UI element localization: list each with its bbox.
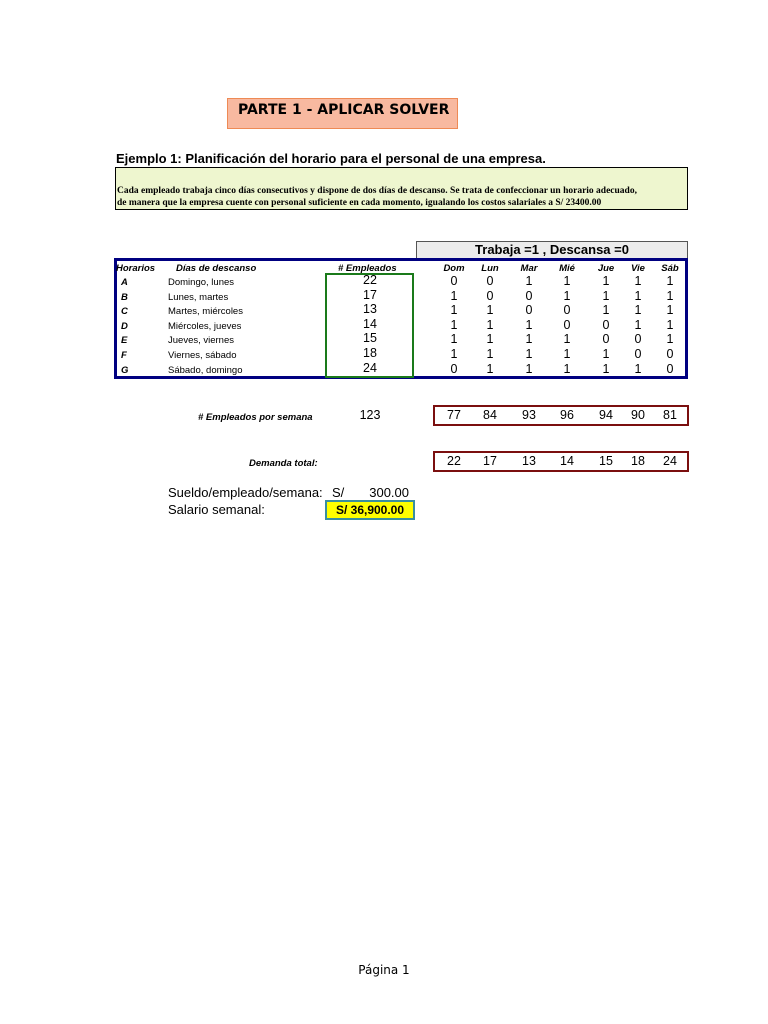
row-rest-days: Viernes, sábado: [168, 350, 237, 361]
row-day-value: 1: [525, 317, 533, 332]
wage-value: 300.00: [369, 485, 409, 500]
row-code: B: [121, 291, 128, 303]
row-code: F: [121, 350, 127, 361]
row-employees[interactable]: 18: [363, 346, 377, 360]
row-code: C: [121, 306, 128, 318]
row-code: E: [121, 335, 128, 347]
row-day-value: 0: [634, 332, 642, 347]
row-day-value: 1: [450, 303, 458, 318]
header-day-5: Vie: [631, 263, 645, 274]
row-day-value: 0: [450, 361, 458, 376]
row-day-value: 1: [450, 288, 458, 303]
row-day-value: 0: [563, 317, 571, 332]
row-code: G: [121, 364, 129, 376]
row-day-value: 0: [666, 361, 674, 376]
row-day-value: 1: [666, 288, 674, 303]
row-day-value: 0: [486, 288, 494, 303]
header-day-2: Mar: [520, 263, 538, 274]
row-day-value: 1: [486, 347, 494, 361]
row-day-value: 1: [602, 347, 610, 361]
weekly-day-total: 94: [599, 408, 613, 422]
page-number: Página 1: [358, 963, 410, 977]
row-day-value: 1: [666, 274, 674, 288]
row-day-value: 1: [525, 361, 533, 376]
row-employees[interactable]: 17: [363, 287, 377, 302]
demand-day-value: 24: [663, 454, 677, 468]
weekly-day-total: 96: [560, 408, 574, 422]
row-employees[interactable]: 15: [363, 331, 377, 346]
page-title: PARTE 1 - APLICAR SOLVER: [227, 98, 458, 129]
row-day-value: 0: [486, 274, 494, 288]
row-employees[interactable]: 24: [363, 360, 377, 375]
row-day-value: 0: [602, 332, 610, 347]
header-day-6: Sáb: [661, 263, 679, 274]
weekly-salary-label: Salario semanal:: [168, 502, 265, 517]
row-day-value: 1: [486, 317, 494, 332]
weekly-total: 123: [359, 408, 381, 422]
row-day-value: 0: [602, 317, 610, 332]
row-day-value: 1: [563, 347, 571, 361]
row-day-value: 0: [666, 347, 674, 361]
row-code: A: [121, 277, 128, 288]
description-line-2: de manera que la empresa cuente con personal suficiente en cada momento, igualando los costos salariales a S/ 23400.00: [117, 198, 602, 208]
header-day-1: Lun: [481, 263, 499, 274]
row-rest-days: Lunes, martes: [168, 291, 229, 303]
demand-day-value: 15: [599, 454, 613, 468]
row-day-value: 1: [666, 303, 674, 318]
header-day-0: Dom: [443, 263, 465, 274]
row-day-value: 1: [450, 347, 458, 361]
weekly-salary-value[interactable]: S/ 36,900.00: [325, 500, 415, 520]
row-day-value: 1: [602, 274, 610, 288]
weekly-label: # Empleados por semana: [198, 412, 313, 423]
row-day-value: 1: [666, 332, 674, 347]
row-day-value: 1: [525, 347, 533, 361]
row-day-value: 1: [563, 332, 571, 347]
row-code: D: [121, 320, 128, 332]
demand-day-value: 14: [560, 454, 574, 468]
example-subtitle: Ejemplo 1: Planificación del horario para el personal de una empresa.: [116, 151, 546, 166]
row-rest-days: Sábado, domingo: [168, 364, 243, 376]
row-employees[interactable]: 22: [363, 273, 377, 287]
row-employees[interactable]: 14: [363, 316, 377, 331]
row-employees[interactable]: 13: [363, 302, 377, 317]
weekly-day-total: 81: [663, 408, 677, 422]
row-day-value: 1: [450, 332, 458, 347]
row-day-value: 1: [634, 274, 642, 288]
description-box: [115, 167, 688, 210]
header-day-3: Mié: [559, 263, 575, 274]
description-line-1: Cada empleado trabaja cinco días consecutivos y dispone de dos días de descanso. Se trata de confeccionar un horario adecuado,: [117, 186, 637, 196]
demand-day-value: 22: [447, 454, 461, 468]
header-day-4: Jue: [597, 263, 615, 274]
demand-label: Demanda total:: [249, 458, 318, 469]
row-day-value: 1: [486, 332, 494, 347]
weekly-day-total: 90: [631, 408, 645, 422]
row-day-value: 1: [563, 288, 571, 303]
row-day-value: 1: [563, 361, 571, 376]
row-day-value: 1: [602, 288, 610, 303]
row-rest-days: Domingo, lunes: [168, 277, 235, 288]
wage-currency: S/: [332, 485, 345, 500]
demand-day-value: 18: [631, 454, 645, 468]
row-day-value: 1: [486, 361, 494, 376]
row-day-value: 1: [634, 288, 642, 303]
demand-day-value: 17: [483, 454, 497, 468]
wage-label: Sueldo/empleado/semana:: [168, 485, 323, 500]
weekly-day-total: 84: [483, 408, 497, 422]
row-day-value: 0: [563, 303, 571, 318]
row-day-value: 1: [450, 317, 458, 332]
row-day-value: 1: [634, 361, 642, 376]
row-day-value: 1: [525, 332, 533, 347]
row-day-value: 1: [666, 317, 674, 332]
row-rest-days: Jueves, viernes: [168, 335, 235, 347]
row-day-value: 1: [486, 303, 494, 318]
header-horarios: Horarios: [116, 263, 156, 274]
row-rest-days: Miércoles, jueves: [168, 320, 242, 332]
row-day-value: 0: [634, 347, 642, 361]
row-day-value: 1: [634, 303, 642, 318]
row-day-value: 1: [602, 361, 610, 376]
weekly-day-total: 77: [447, 408, 461, 422]
row-rest-days: Martes, miércoles: [168, 306, 243, 318]
row-day-value: 0: [450, 274, 458, 288]
header-dias-descanso: Días de descanso: [176, 263, 257, 274]
row-day-value: 1: [634, 317, 642, 332]
row-day-value: 0: [525, 288, 533, 303]
weekly-day-total: 93: [522, 408, 536, 422]
row-day-value: 1: [525, 274, 533, 288]
legend-header: Trabaja =1 , Descansa =0: [416, 241, 688, 259]
demand-day-value: 13: [522, 454, 536, 468]
row-day-value: 0: [525, 303, 533, 318]
header-empleados: # Empleados: [338, 263, 397, 274]
row-day-value: 1: [602, 303, 610, 318]
row-day-value: 1: [563, 274, 571, 288]
